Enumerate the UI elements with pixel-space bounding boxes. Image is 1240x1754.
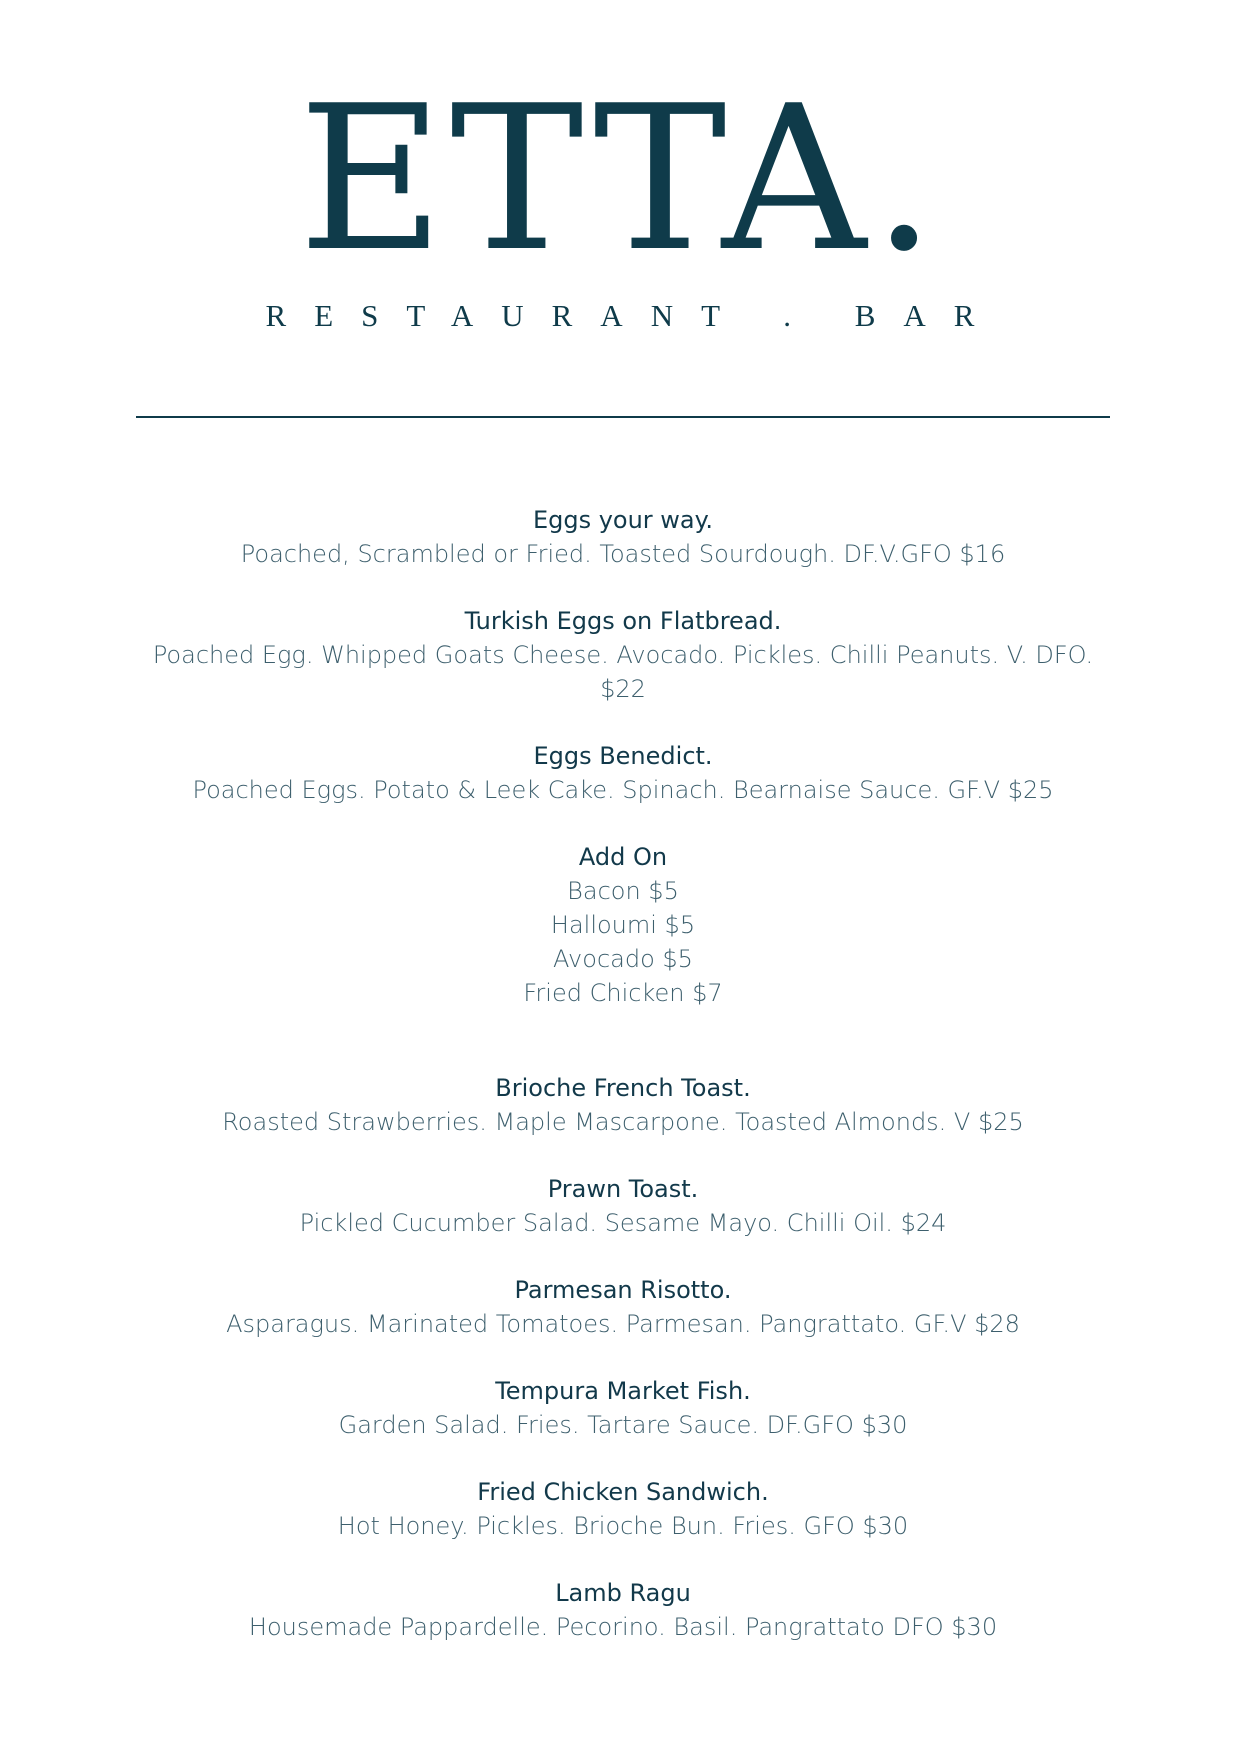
add-on-option: Halloumi $5 <box>550 911 696 939</box>
menu-item-description: Hot Honey. Pickles. Brioche Bun. Fries. GFO $30 <box>337 1512 909 1540</box>
add-on-option: Fried Chicken $7 <box>523 979 723 1007</box>
add-on-option: Avocado $5 <box>553 945 693 973</box>
menu-item-name: Prawn Toast. <box>547 1175 699 1203</box>
restaurant-tagline: RESTAURANT . BAR <box>265 298 1003 333</box>
header-divider <box>136 416 1110 418</box>
menu-item <box>136 1273 1110 1341</box>
menu-item <box>136 604 1110 706</box>
menu-item <box>136 739 1110 807</box>
menu-section-eggs <box>136 503 1110 1010</box>
menu-item-description: Pickled Cucumber Salad. Sesame Mayo. Chilli Oil. $24 <box>299 1209 947 1237</box>
restaurant-logo: ETTA. <box>298 63 942 296</box>
menu-item <box>136 1374 1110 1442</box>
menu-item <box>136 503 1110 571</box>
menu-item-description: Asparagus. Marinated Tomatoes. Parmesan. Pangrattato. GF.V $28 <box>226 1310 1020 1338</box>
menu-item <box>136 1071 1110 1139</box>
menu-item-name: Fried Chicken Sandwich. <box>477 1478 769 1506</box>
menu-item <box>136 1172 1110 1240</box>
menu-item-description: Poached Egg. Whipped Goats Cheese. Avocado. Pickles. Chilli Peanuts. V. DFO. $22 <box>152 641 1094 703</box>
add-on-title: Add On <box>578 843 668 871</box>
menu-item <box>136 1475 1110 1543</box>
menu-section-mains <box>136 1071 1110 1644</box>
menu-item-description: Garden Salad. Fries. Tartare Sauce. DF.GFO $30 <box>338 1411 908 1439</box>
menu-item-description: Poached Eggs. Potato & Leek Cake. Spinach. Bearnaise Sauce. GF.V $25 <box>192 776 1054 804</box>
menu-item-name: Turkish Eggs on Flatbread. <box>464 607 782 635</box>
menu-item-description: Poached, Scrambled or Fried. Toasted Sourdough. DF.V.GFO $16 <box>240 540 1006 568</box>
menu-item-description: Roasted Strawberries. Maple Mascarpone. Toasted Almonds. V $25 <box>222 1108 1024 1136</box>
menu-item-name: Eggs your way. <box>532 506 714 534</box>
menu-item-name: Eggs Benedict. <box>533 742 713 770</box>
menu-item-description: Housemade Pappardelle. Pecorino. Basil. Pangrattato DFO $30 <box>248 1613 998 1641</box>
menu-item-name: Parmesan Risotto. <box>514 1276 732 1304</box>
add-on-block <box>136 840 1110 1010</box>
menu-item-name: Lamb Ragu <box>555 1579 691 1607</box>
menu-item-name: Tempura Market Fish. <box>495 1377 751 1405</box>
add-on-option: Bacon $5 <box>567 877 679 905</box>
menu-item <box>136 1576 1110 1644</box>
menu-item-name: Brioche French Toast. <box>495 1074 751 1102</box>
